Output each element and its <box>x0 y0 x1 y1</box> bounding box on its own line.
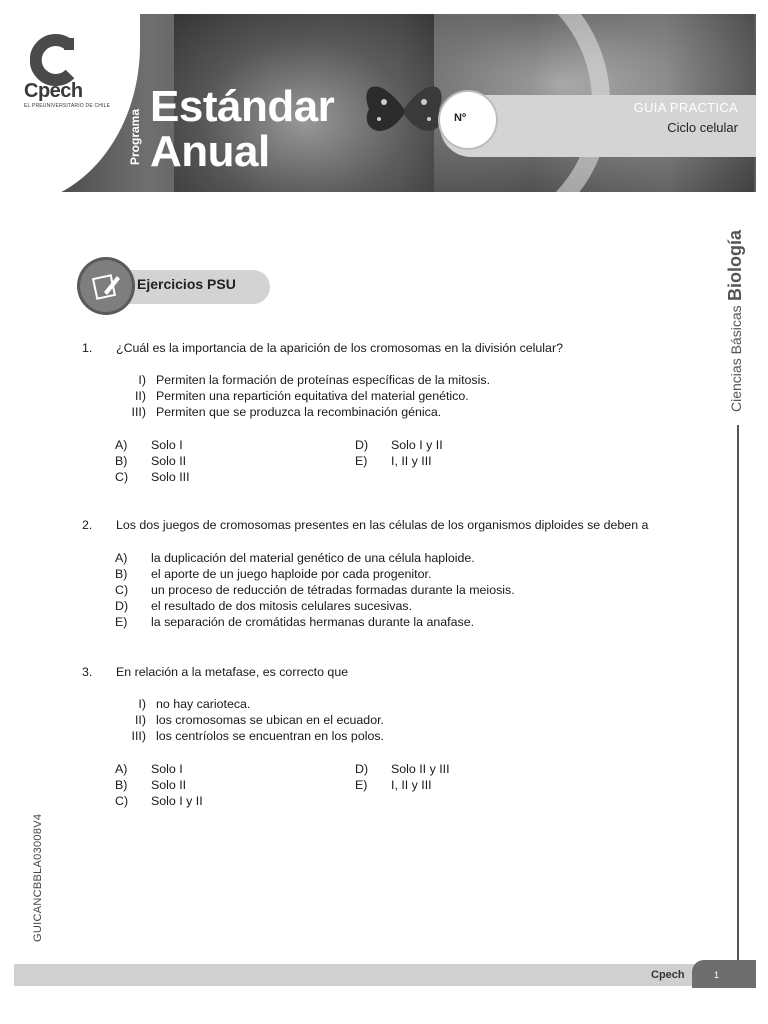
question-number: 1. <box>82 341 93 355</box>
question-text: ¿Cuál es la importancia de la aparición de los cromosomas en la división celular? <box>116 341 563 355</box>
option-text: Solo I <box>151 762 183 776</box>
question-number: 2. <box>82 518 93 532</box>
question-text: Los dos juegos de cromosomas presentes en las células de los organismos diploides se deben a <box>116 518 649 532</box>
section-title: Ejercicios PSU <box>137 276 236 292</box>
option-text: I, II y III <box>391 778 432 792</box>
subject-side-label <box>725 230 746 412</box>
option-letter: B) <box>115 567 128 581</box>
option-text: el resultado de dos mitosis celulares sucesivas. <box>151 599 413 613</box>
option-letter: B) <box>115 778 128 792</box>
statement-text: los cromosomas se ubican en el ecuador. <box>156 713 384 727</box>
statement-text: Permiten la formación de proteínas específicas de la mitosis. <box>156 373 491 387</box>
side-divider <box>737 425 739 960</box>
option-letter: C) <box>115 470 129 484</box>
logo-wordmark: Cpech <box>24 80 83 102</box>
guide-topic: Ciclo celular <box>667 120 738 135</box>
logo-tagline: EL PREUNIVERSITARIO DE CHILE <box>24 103 111 109</box>
question-text: En relación a la metafase, es correcto que <box>116 665 349 679</box>
question-number: 3. <box>82 665 93 679</box>
option-text: Solo I y II <box>151 794 203 808</box>
subject-label: Biología <box>725 229 745 301</box>
option-text: el aporte de un juego haploide por cada progenitor. <box>151 567 432 581</box>
option-text: I, II y III <box>391 454 432 468</box>
option-letter: D) <box>115 599 129 613</box>
statement-roman: III) <box>131 405 146 419</box>
statement-roman: II) <box>134 389 146 403</box>
option-letter: E) <box>355 778 368 792</box>
option-letter: C) <box>115 583 129 597</box>
option-text: Solo III <box>151 470 190 484</box>
statement-roman: II) <box>134 713 146 727</box>
option-text: un proceso de reducción de tétradas formadas durante la meiosis. <box>151 583 515 597</box>
option-text: la separación de cromátidas hermanas durante la anafase. <box>151 615 475 629</box>
number-label: Nº <box>454 112 466 124</box>
option-letter: E) <box>115 615 128 629</box>
butterfly-icon <box>359 74 449 144</box>
guide-type: GUIA PRACTICA <box>633 100 738 115</box>
option-letter: A) <box>115 762 128 776</box>
option-text: Solo II y III <box>391 762 450 776</box>
statement-text: no hay carioteca. <box>156 697 251 711</box>
footer-brand: Cpech <box>651 969 685 981</box>
option-letter: D) <box>355 438 369 452</box>
statement-text: los centríolos se encuentran en los polos. <box>156 729 384 743</box>
option-text: Solo II <box>151 454 187 468</box>
footer-bar <box>14 964 756 986</box>
area-label: Ciencias Básicas <box>728 305 744 412</box>
option-letter: A) <box>115 438 128 452</box>
number-circle <box>440 92 496 148</box>
statement-text: Permiten que se produzca la recombinación génica. <box>156 405 442 419</box>
program-label: Programa <box>128 108 142 165</box>
page-number-tab <box>692 960 756 988</box>
document-code: GUICANCBBLA03008V4 <box>32 813 44 942</box>
statement-roman: III) <box>131 729 146 743</box>
option-text: Solo I <box>151 438 183 452</box>
statement-roman: I) <box>138 697 146 711</box>
statement-roman: I) <box>138 373 146 387</box>
option-letter: B) <box>115 454 128 468</box>
option-text: Solo II <box>151 778 187 792</box>
statement-text: Permiten una repartición equitativa del material genético. <box>156 389 469 403</box>
option-text: Solo I y II <box>391 438 443 452</box>
option-letter: D) <box>355 762 369 776</box>
program-title-line2: Anual <box>150 127 270 176</box>
program-title-line1: Estándar <box>150 82 335 131</box>
option-letter: A) <box>115 551 128 565</box>
option-letter: E) <box>355 454 368 468</box>
page-number: 1 <box>714 970 720 980</box>
option-letter: C) <box>115 794 129 808</box>
option-text: la duplicación del material genético de una célula haploide. <box>151 551 475 565</box>
notepad-pencil-icon <box>80 260 132 312</box>
